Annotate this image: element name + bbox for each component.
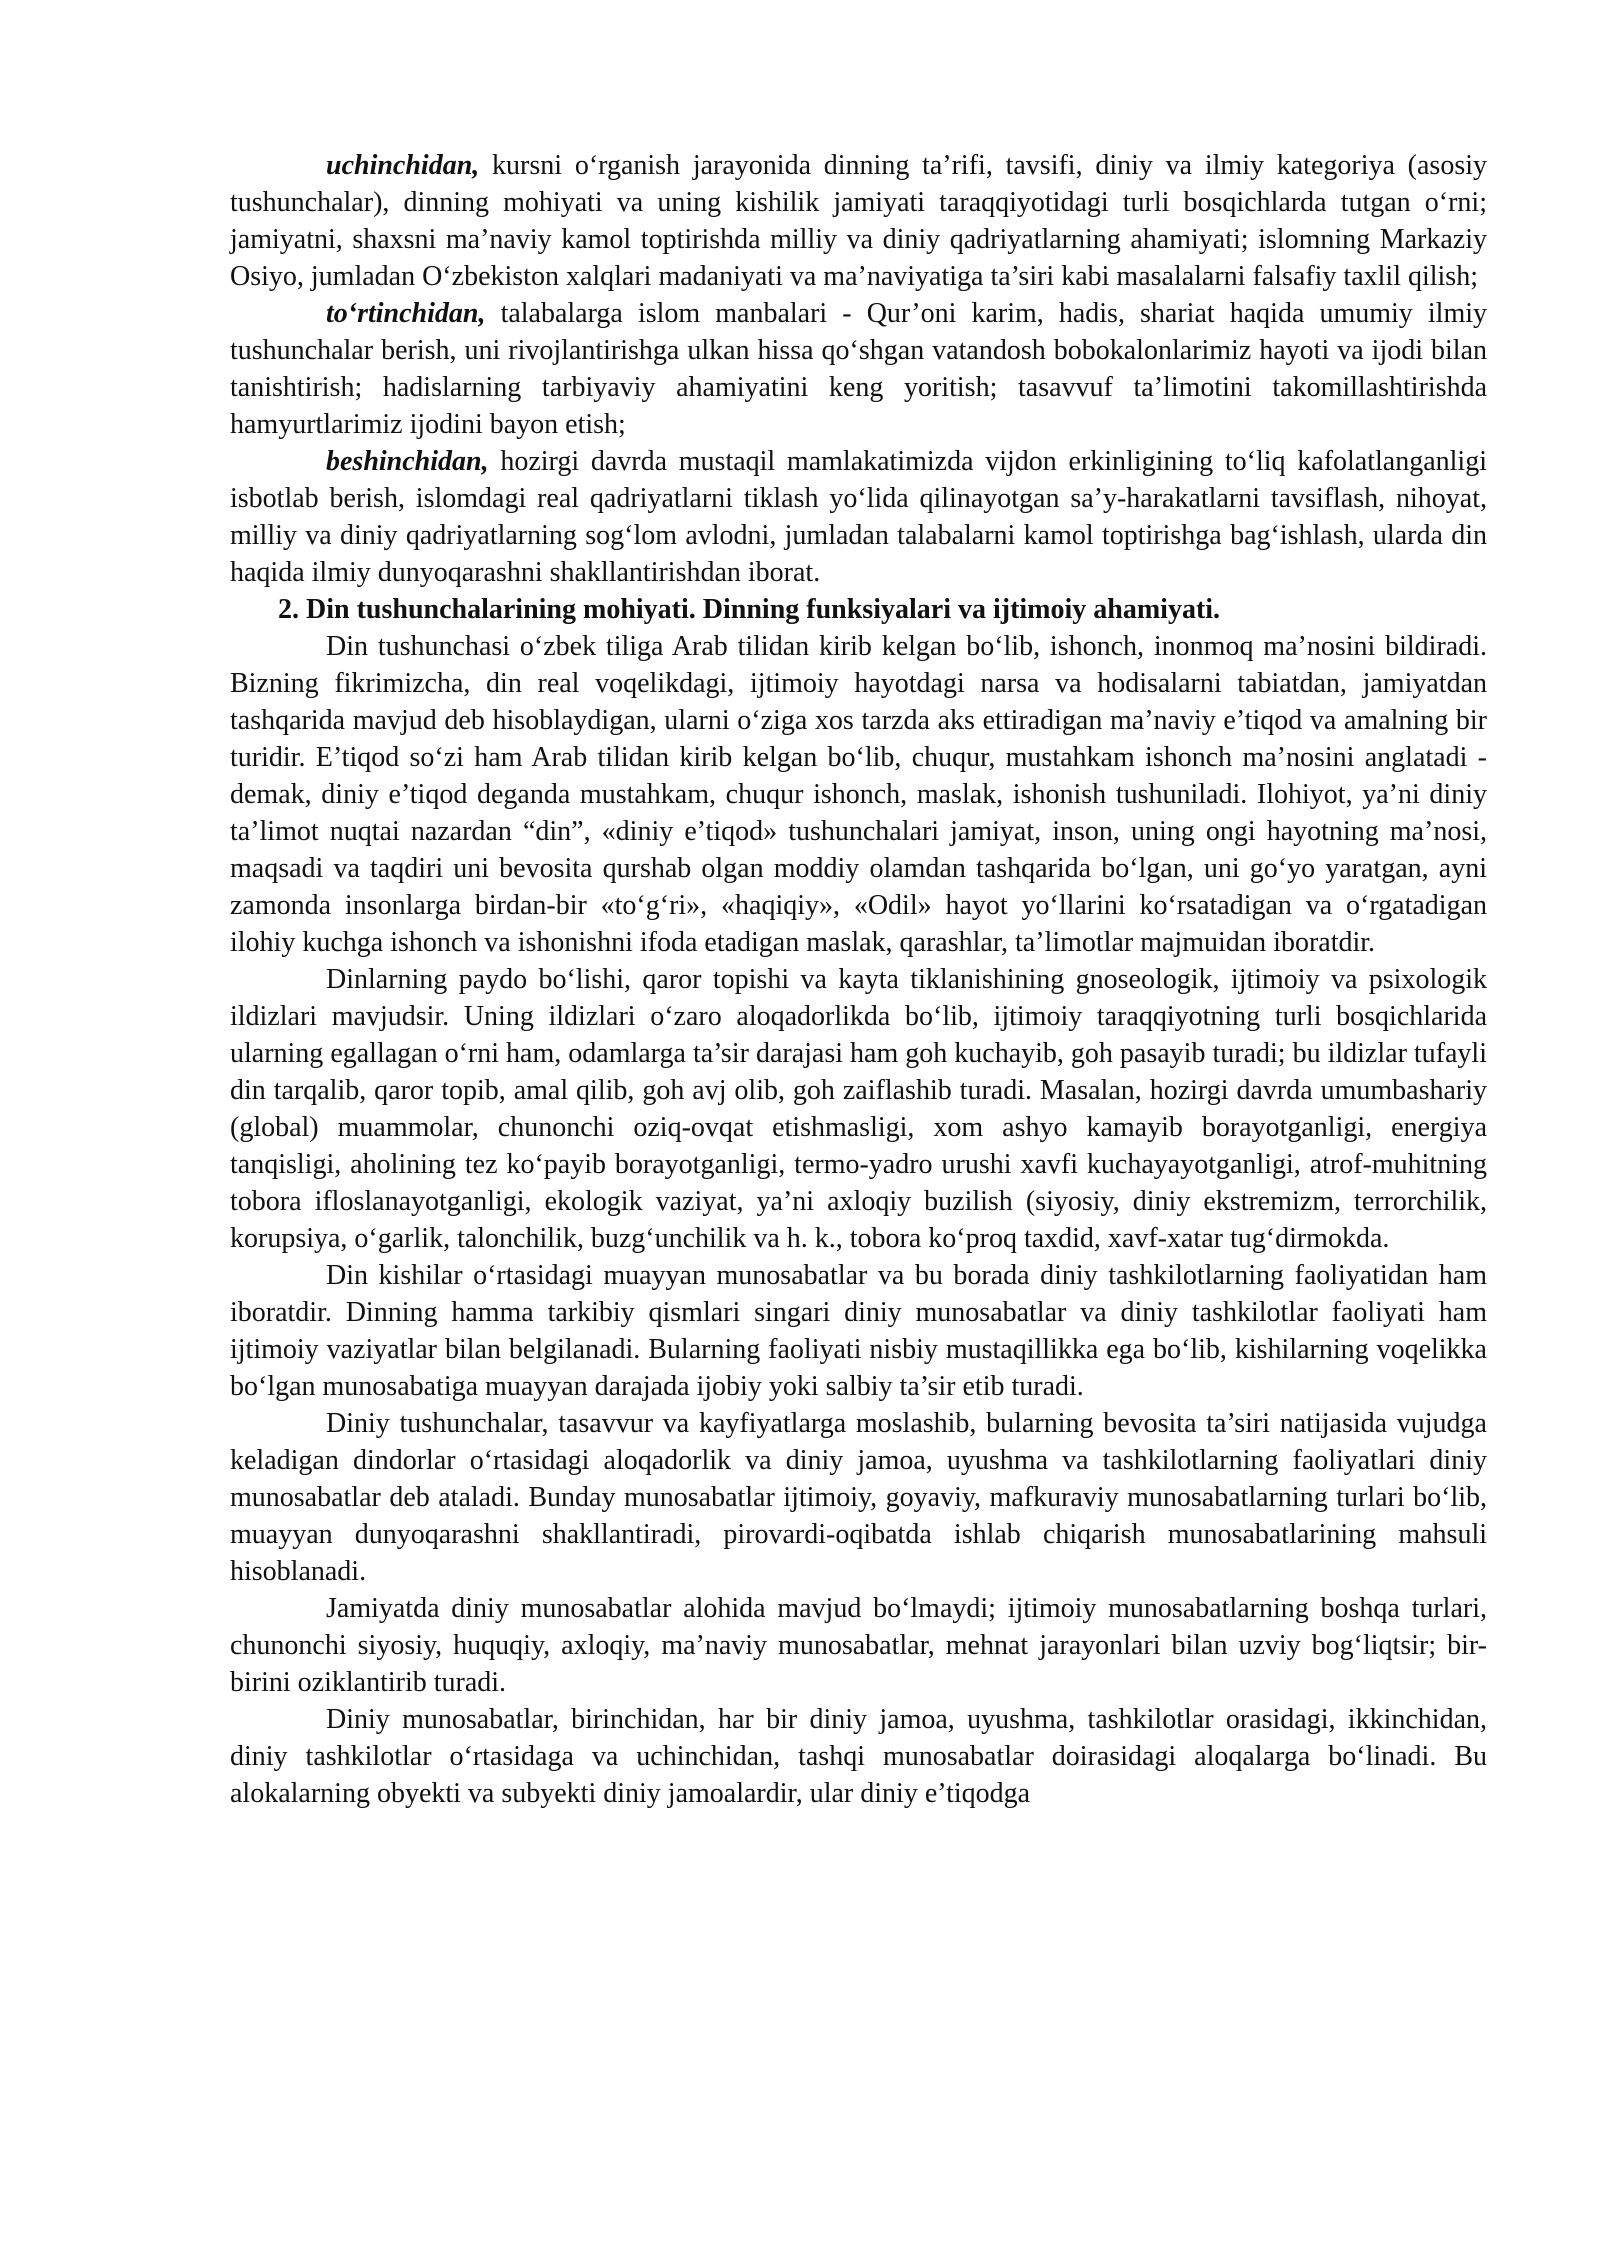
document-page	[230, 147, 1487, 1812]
body-paragraph: Dinlarning paydo bo‘lishi, qaror topishi va kayta tiklanishining gnoseologik, ijtimoiy va psixologik ildizlari mavjudsir. Uning ildizlari o‘zaro aloqadorlikda bo‘lib, ijtimoiy taraqqiyotning turli bosqichlarida ularning egallagan o‘rni ham, odamlarga ta’sir darajasi ham goh kuchayib, goh pasayib turadi; bu ildizlar tufayli din tarqalib, qaror topib, amal qilib, goh avj olib, goh zaiflashib turadi. Masalan, hozirgi davrda umumbashariy (global) muammolar, chunonchi oziq-ovqat etishmasligi, xom ashyo kamayib borayotganligi, energiya tanqisligi, aholining tez ko‘payib borayotganligi, termo-yadro urushi xavfi kuchayayotganligi, atrof-muhitning tobora ifloslanayotganligi, ekologik vaziyat, ya’ni axloqiy buzilish (siyosiy, diniy ekstremizm, terrorchilik, korupsiya, o‘garlik, talonchilik, buzg‘unchilik va h. k., tobora ko‘proq taxdid, xavf-xatar tug‘dirmokda.	[230, 964, 1487, 1254]
body-paragraph: Diniy tushunchalar, tasavvur va kayfiyatlarga moslashib, bularning bevosita ta’siri natijasida vujudga keladigan dindorlar o‘rtasidagi aloqadorlik va diniy jamoa, uyushma va tashkilotlarning faoliyatlari diniy munosabatlar deb ataladi. Bunday munosabatlar ijtimoiy, goyaviy, mafkuraviy munosabatlarning turlari bo‘lib, muayyan dunyoqarashni shakllantiradi, pirovardi-oqibatda ishlab chiqarish munosabatlarining mahsuli hisoblanadi.	[230, 1408, 1487, 1587]
body-paragraph: Diniy munosabatlar, birinchidan, har bir diniy jamoa, uyushma, tashkilotlar orasidagi, ikkinchidan, diniy tashkilotlar o‘rtasidaga va uchinchidan, tashqi munosabatlar doirasidagi aloqalarga bo‘linadi. Bu alokalarning obyekti va subyekti diniy jamoalardir, ular diniy e’tiqodga	[230, 1704, 1487, 1809]
paragraph-text: hozirgi davrda mustaqil mamlakatimizda vijdon erkinligining to‘liq kafolatlanganligi isbotlab berish, islomdagi real qadriyatlarni tiklash yo‘lida qilinayotgan sa’y-harakatlarni tavsiflash, nihoyat, milliy va diniy qadriyatlarning sog‘lom avlodni, jumladan talabalarni kamol toptirishga bag‘ishlash, ularda din haqida ilmiy dunyoqarashni shakllantirishdan iborat.	[230, 446, 1487, 588]
paragraph-text: kursni o‘rganish jarayonida dinning ta’rifi, tavsifi, diniy va ilmiy kategoriya (asosiy tushunchalar), dinning mohiyati va uning kishilik jamiyati taraqqiyotidagi turli bosqichlarda tutgan o‘rni; jamiyatni, shaxsni ma’naviy kamol toptirishda milliy va diniy qadriyatlarning ahamiyati; islomning Markaziy Osiyo, jumladan O‘zbekiston xalqlari madaniyati va ma’naviyatiga ta’siri kabi masalalarni falsafiy taxlil qilish;	[230, 150, 1487, 292]
paragraph-lead: to‘rtinchidan,	[326, 298, 486, 329]
section-heading: 2. Din tushunchalarining mohiyati. Dinning funksiyalari va ijtimoiy ahamiyati.	[278, 594, 1221, 625]
body-paragraph: Din tushunchasi o‘zbek tiliga Arab tilidan kirib kelgan bo‘lib, ishonch, inonmoq ma’nosini bildiradi. Bizning fikrimizcha, din real voqelikdagi, ijtimoiy hayotdagi narsa va hodisalarni tabiatdan, jamiyatdan tashqarida mavjud deb hisoblaydigan, ularni o‘ziga xos tarzda aks ettiradigan ma’naviy e’tiqod va amalning bir turidir. E’tiqod so‘zi ham Arab tilidan kirib kelgan bo‘lib, chuqur, mustahkam ishonch ma’nosini anglatadi - demak, diniy e’tiqod deganda mustahkam, chuqur ishonch, maslak, ishonish tushuniladi. Ilohiyot, ya’ni diniy ta’limot nuqtai nazardan “din”, «diniy e’tiqod» tushunchalari jamiyat, inson, uning ongi hayotning ma’nosi, maqsadi va taqdiri uni bevosita qurshab olgan moddiy olamdan tashqarida bo‘lgan, uni go‘yo yaratgan, ayni zamonda insonlarga birdan-bir «to‘g‘ri», «haqiqiy», «Odil» hayot yo‘llarini ko‘rsatadigan va o‘rgatadigan ilohiy kuchga ishonch va ishonishni ifoda etadigan maslak, qarashlar, ta’limotlar majmuidan iboratdir.	[230, 631, 1487, 958]
paragraph-uchinchidan	[230, 147, 1487, 295]
paragraph-lead: uchinchidan,	[326, 150, 480, 181]
body-paragraph: Din kishilar o‘rtasidagi muayyan munosabatlar va bu borada diniy tashkilotlarning faoliyatidan ham iboratdir. Dinning hamma tarkibiy qismlari singari diniy munosabatlar va diniy tashkilotlar faoliyati ham ijtimoiy vaziyatlar bilan belgilanadi. Bularning faoliyati nisbiy mustaqillikka ega bo‘lib, kishilarning voqelikka bo‘lgan munosabatiga muayyan darajada ijobiy yoki salbiy ta’sir etib turadi.	[230, 1260, 1487, 1402]
paragraph-lead: beshinchidan,	[326, 446, 489, 477]
paragraph-text: talabalarga islom manbalari - Qur’oni karim, hadis, shariat haqida umumiy ilmiy tushunchalar berish, uni rivojlantirishga ulkan hissa qo‘shgan vatandosh bobokalonlarimiz hayoti va ijodi bilan tanishtirish; hadislarning tarbiyaviy ahamiyatini keng yoritish; tasavvuf ta’limotini takomillashtirishda hamyurtlarimiz ijodini bayon etish;	[230, 298, 1487, 440]
body-paragraph: Jamiyatda diniy munosabatlar alohida mavjud bo‘lmaydi; ijtimoiy munosabatlarning boshqa turlari, chunonchi siyosiy, huquqiy, axloqiy, ma’naviy munosabatlar, mehnat jarayonlari bilan uzviy bog‘liqtsir; bir-birini oziklantirib turadi.	[230, 1593, 1487, 1698]
paragraph-beshinchidan	[230, 443, 1487, 591]
paragraph-tortinchidan	[230, 295, 1487, 443]
